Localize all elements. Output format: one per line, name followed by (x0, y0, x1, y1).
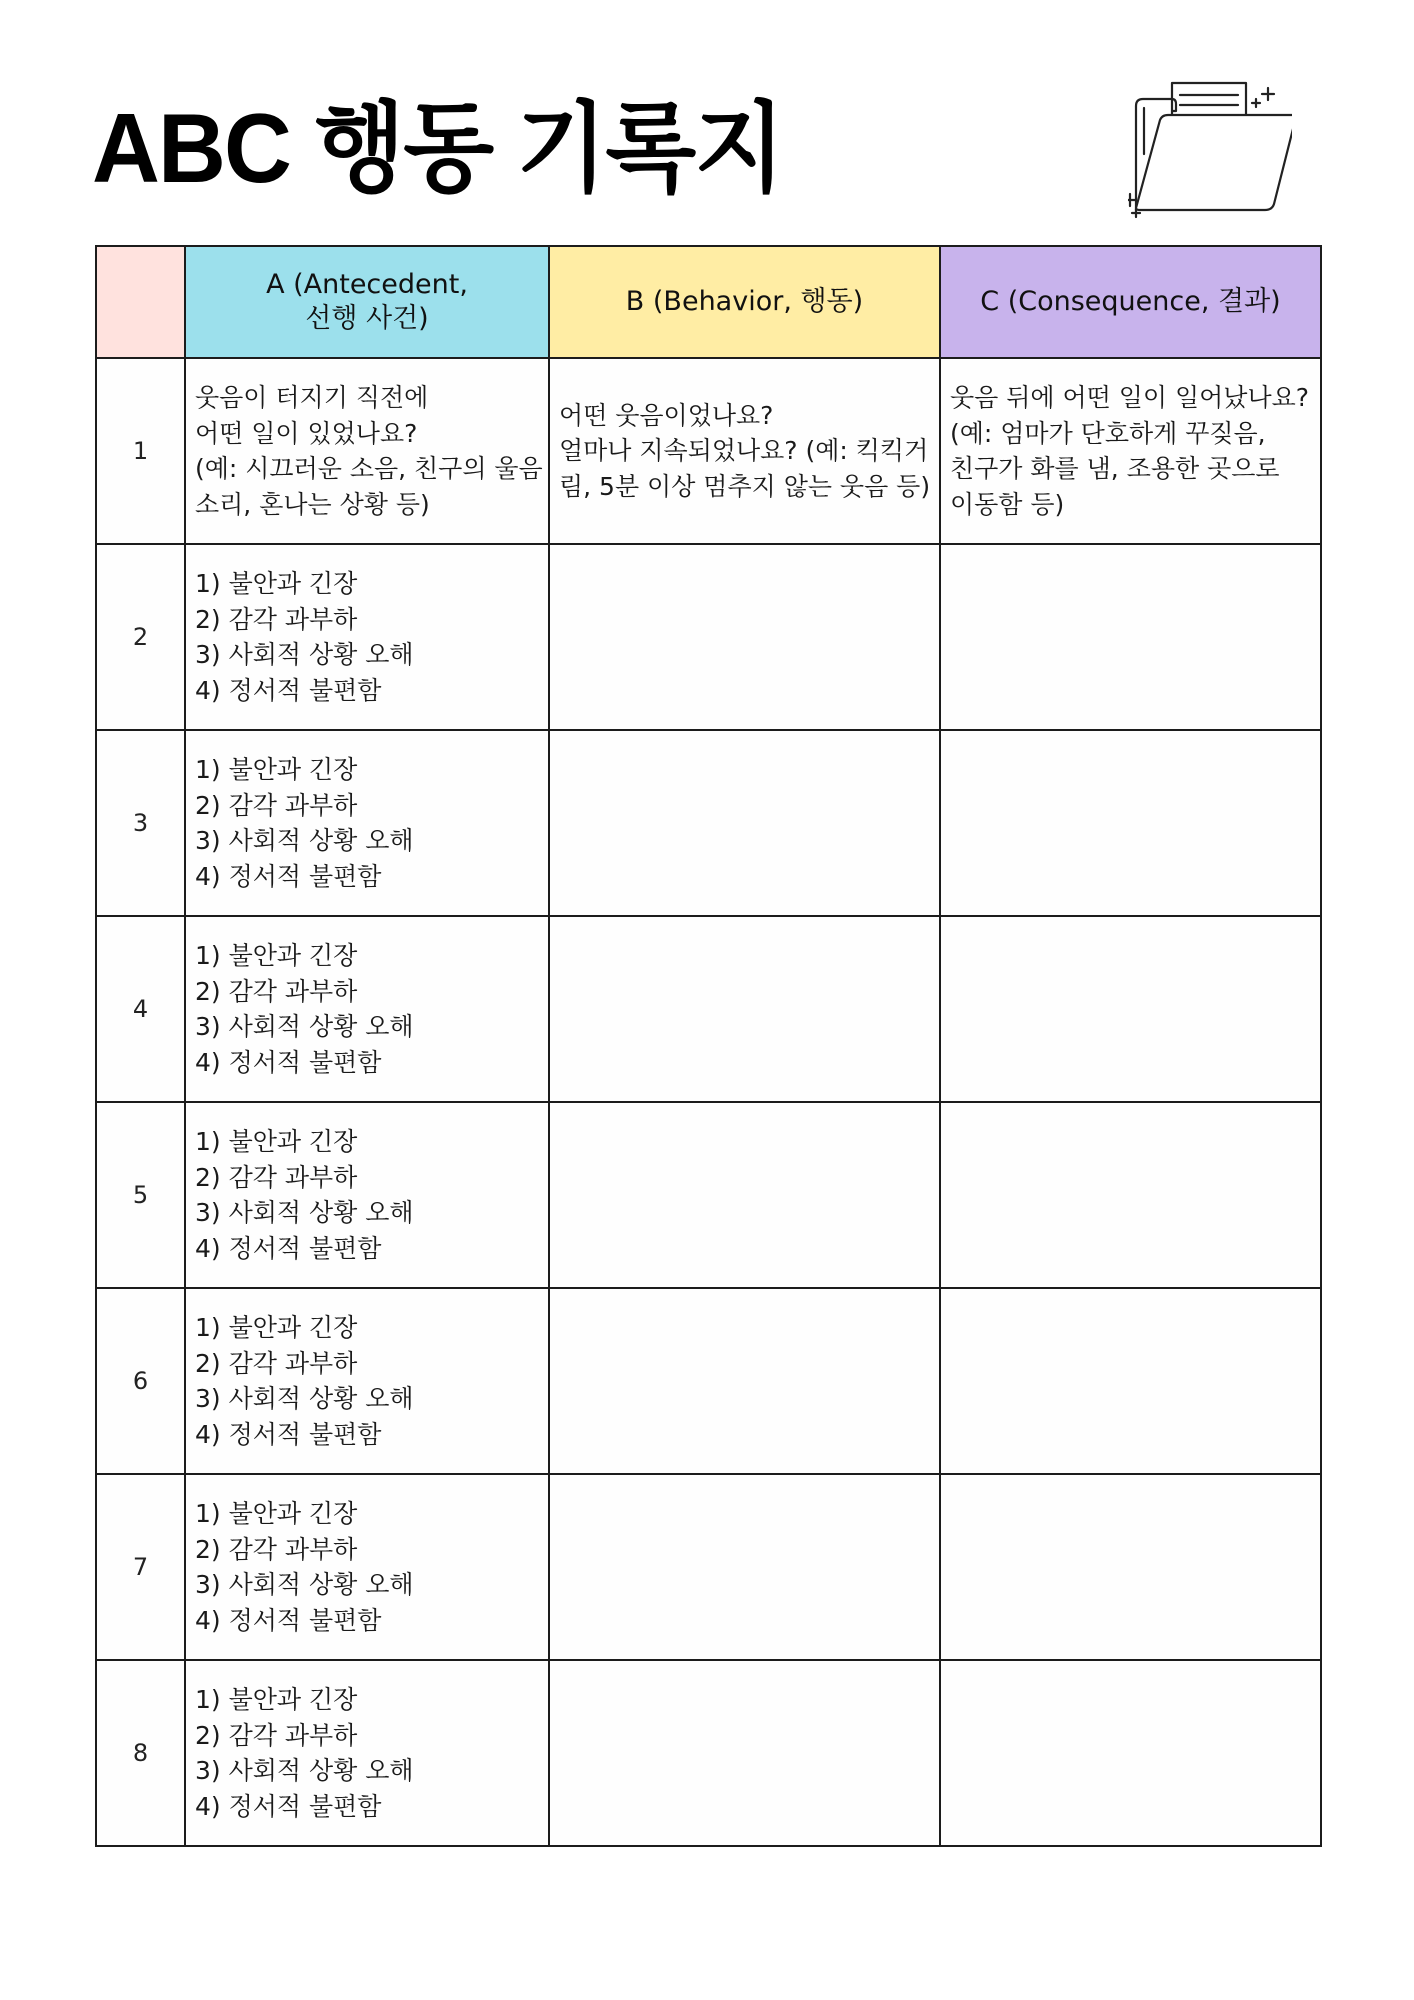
cell-line: 3) 사회적 상황 오해 (195, 1384, 414, 1413)
row-number: 4 (96, 916, 185, 1102)
consequence-cell[interactable] (940, 358, 1321, 544)
cell-line: 1) 불안과 긴장 (195, 1313, 358, 1342)
cell-line: 4) 정서적 불편함 (195, 1791, 382, 1821)
cell-line: 2) 감각 과부하 (195, 790, 358, 820)
antecedent-cell[interactable] (185, 1102, 549, 1288)
table-row (96, 916, 1321, 1102)
antecedent-cell[interactable] (185, 1660, 549, 1846)
cell-line: 4) 정서적 불편함 (195, 1047, 382, 1077)
open-folder-with-document-icon (1128, 80, 1292, 220)
behavior-cell[interactable] (549, 1102, 940, 1288)
table-header-row (96, 246, 1321, 358)
row-number: 7 (96, 1474, 185, 1660)
cell-line: 1) 불안과 긴장 (195, 1499, 358, 1528)
cell-line: 3) 사회적 상황 오해 (195, 1012, 414, 1041)
cell-line: 3) 사회적 상황 오해 (195, 640, 414, 669)
cell-line: 림, 5분 이상 멈추지 않는 웃음 등) (559, 471, 931, 501)
antecedent-cell[interactable] (185, 916, 549, 1102)
cell-line: 1) 불안과 긴장 (195, 755, 358, 784)
cell-line: (예: 엄마가 단호하게 꾸짖음, (950, 418, 1266, 448)
behavior-cell[interactable] (549, 544, 940, 730)
behavior-cell[interactable] (549, 916, 940, 1102)
cell-line: 1) 불안과 긴장 (195, 941, 358, 970)
consequence-cell[interactable] (940, 1288, 1321, 1474)
header-antecedent-line: A (Antecedent, (266, 269, 468, 300)
antecedent-cell[interactable] (185, 730, 549, 916)
antecedent-cell[interactable] (185, 1288, 549, 1474)
row-number: 3 (96, 730, 185, 916)
table-row (96, 730, 1321, 916)
row-number: 1 (96, 358, 185, 544)
cell-line: 얼마나 지속되었나요? (예: 킥킥거 (559, 436, 929, 466)
header-behavior: B (Behavior, 행동) (549, 246, 940, 358)
cell-line: 1) 불안과 긴장 (195, 1685, 358, 1714)
cell-line: 친구가 화를 냄, 조용한 곳으로 (950, 454, 1280, 483)
cell-line: 2) 감각 과부하 (195, 1534, 358, 1564)
consequence-cell[interactable] (940, 1474, 1321, 1660)
consequence-cell[interactable] (940, 916, 1321, 1102)
behavior-cell[interactable] (549, 1474, 940, 1660)
page-title: ABC 행동 기록지 (92, 93, 784, 203)
table-row (96, 1102, 1321, 1288)
table-row (96, 1288, 1321, 1474)
cell-line: 1) 불안과 긴장 (195, 1127, 358, 1156)
cell-line: 3) 사회적 상황 오해 (195, 1570, 414, 1599)
row-number: 6 (96, 1288, 185, 1474)
cell-line: 2) 감각 과부하 (195, 1720, 358, 1750)
row-number: 2 (96, 544, 185, 730)
cell-line: 어떤 일이 있었나요? (195, 418, 418, 448)
behavior-cell[interactable] (549, 358, 940, 544)
cell-line: 3) 사회적 상황 오해 (195, 1198, 414, 1227)
header-antecedent (185, 246, 549, 358)
cell-line: 4) 정서적 불편함 (195, 1419, 382, 1449)
header-consequence: C (Consequence, 결과) (940, 246, 1321, 358)
antecedent-cell[interactable] (185, 544, 549, 730)
cell-line: 어떤 웃음이었나요? (559, 400, 774, 430)
cell-line: 2) 감각 과부하 (195, 1348, 358, 1378)
cell-line: 이동함 등) (950, 489, 1065, 519)
cell-line: 3) 사회적 상황 오해 (195, 826, 414, 855)
cell-line: 1) 불안과 긴장 (195, 569, 358, 598)
cell-line: 소리, 혼나는 상황 등) (195, 489, 430, 519)
cell-line: 4) 정서적 불편함 (195, 1233, 382, 1263)
cell-line: 2) 감각 과부하 (195, 976, 358, 1006)
row-number: 5 (96, 1102, 185, 1288)
consequence-cell[interactable] (940, 1660, 1321, 1846)
consequence-cell[interactable] (940, 544, 1321, 730)
abc-record-table (95, 245, 1322, 1847)
behavior-cell[interactable] (549, 730, 940, 916)
table-row (96, 1660, 1321, 1846)
table-row (96, 358, 1321, 544)
cell-line: 웃음 뒤에 어떤 일이 일어났나요? (950, 383, 1310, 412)
cell-line: 4) 정서적 불편함 (195, 675, 382, 705)
cell-line: 4) 정서적 불편함 (195, 861, 382, 891)
table-row (96, 1474, 1321, 1660)
behavior-cell[interactable] (549, 1660, 940, 1846)
cell-line: 웃음이 터지기 직전에 (195, 383, 429, 412)
behavior-cell[interactable] (549, 1288, 940, 1474)
cell-line: 2) 감각 과부하 (195, 604, 358, 634)
header-corner-cell (96, 246, 185, 358)
consequence-cell[interactable] (940, 1102, 1321, 1288)
cell-line: (예: 시끄러운 소음, 친구의 울음 (195, 454, 543, 483)
row-number: 8 (96, 1660, 185, 1846)
cell-line: 2) 감각 과부하 (195, 1162, 358, 1192)
cell-line: 3) 사회적 상황 오해 (195, 1756, 414, 1785)
header-antecedent-line: 선행 사건) (305, 303, 429, 334)
table-row (96, 544, 1321, 730)
antecedent-cell[interactable] (185, 358, 549, 544)
consequence-cell[interactable] (940, 730, 1321, 916)
antecedent-cell[interactable] (185, 1474, 549, 1660)
cell-line: 4) 정서적 불편함 (195, 1605, 382, 1635)
